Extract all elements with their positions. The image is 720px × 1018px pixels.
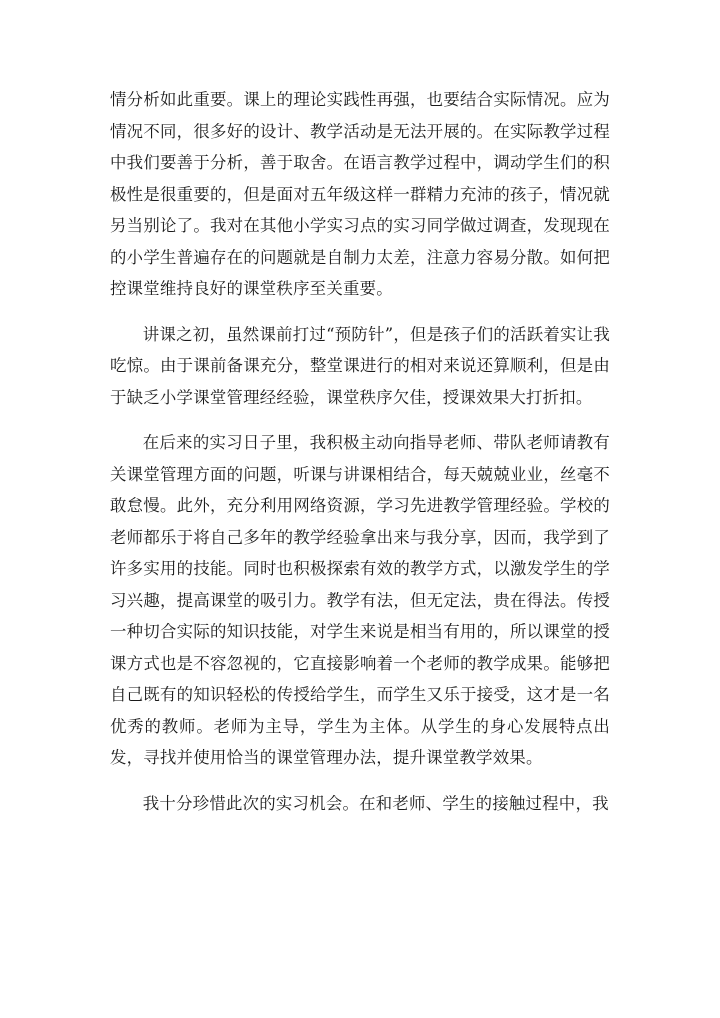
document-body — [110, 84, 610, 819]
paragraph-1: 情分析如此重要。课上的理论实践性再强，也要结合实际情况。应为情况不同，很多好的设计、教学活动是无法开展的。在实际教学过程中我们要善于分析，善于取舍。在语言教学过程中，调动学生们的积极性是很重要的，但是面对五年级这样一群精力充沛的孩子，情况就另当别论了。我对在其他小学实习点的实习同学做过调查，发现现在的小学生普遍存在的问题就是自制力太差，注意力容易分散。如何把控课堂维持良好的课堂秩序至关重要。 — [110, 90, 610, 298]
paragraph-4: 我十分珍惜此次的实习机会。在和老师、学生的接触过程中，我 — [142, 793, 609, 813]
paragraph-2: 讲课之初，虽然课前打过“预防针”，但是孩子们的活跃着实让我吃惊。由于课前备课充分，整堂课进行的相对来说还算顺利，但是由于缺乏小学课堂管理经经验，课堂秩序欠佳，授课效果大打折扣。 — [110, 324, 610, 407]
paragraph-3: 在后来的实习日子里，我积极主动向指导老师、带队老师请教有关课堂管理方面的问题，听课与讲课相结合，每天兢兢业业，丝毫不敢怠慢。此外，充分利用网络资源，学习先进教学管理经验。学校的老师都乐于将自己多年的教学经验拿出来与我分享，因而，我学到了许多实用的技能。同时也积极探索有效的教学方式，以激发学生的学习兴趣，提高课堂的吸引力。教学有法，但无定法，贵在得法。传授一种切合实际的知识技能，对学生来说是相当有用的，所以课堂的授课方式也是不容忽视的，它直接影响着一个老师的教学成果。能够把自己既有的知识轻松的传授给学生，而学生又乐于接受，这才是一名优秀的教师。老师为主导，学生为主体。从学生的身心发展特点出发，寻找并使用恰当的课堂管理办法，提升课堂教学效果。 — [110, 433, 610, 767]
